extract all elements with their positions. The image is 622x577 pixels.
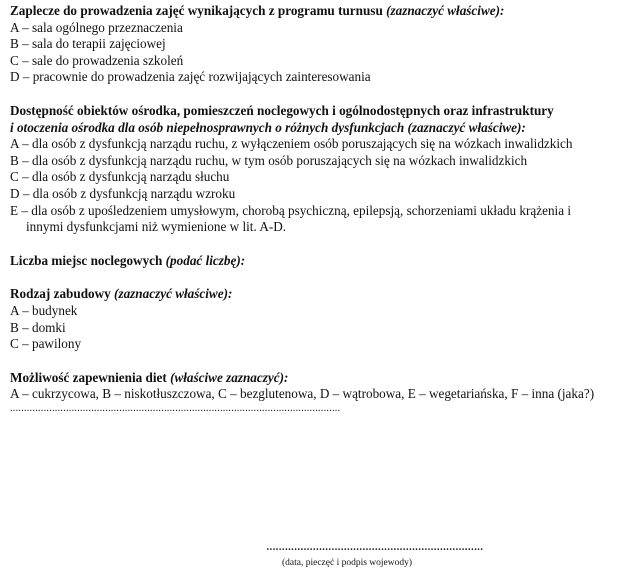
diets-heading-note: (właściwe zaznaczyć): <box>170 369 289 385</box>
beds-heading <box>10 253 612 270</box>
accessibility-option-e-line2: innymi dysfunkcjami niż wymienione w lit. A-D. <box>26 219 287 235</box>
section-beds <box>10 253 612 270</box>
buildings-option-c[interactable]: C – pawilony <box>10 336 82 352</box>
section-accessibility <box>10 103 612 236</box>
signature-line[interactable]: ...................................................................... <box>266 542 484 553</box>
accessibility-option-d[interactable]: D – dla osób z dysfunkcją narządu wzroku <box>10 185 236 201</box>
diets-heading-text: Możliwość zapewnienia diet <box>10 369 167 385</box>
accessibility-option-c[interactable]: C – dla osób z dysfunkcją narządu słuchu <box>10 169 230 185</box>
beds-heading-text: Liczba miejsc noclegowych <box>10 252 163 268</box>
accessibility-heading-line2: i otoczenia ośrodka dla osób niepełnosprawnych o różnych dysfunkcjach <box>10 119 405 135</box>
signature-block <box>250 543 500 569</box>
accessibility-option-b[interactable]: B – dla osób z dysfunkcją narządu ruchu, w tym osób poruszających się na wózkach inwalidzkich <box>10 152 528 168</box>
accessibility-heading-note: (zaznaczyć właściwe): <box>407 119 526 135</box>
spacer <box>10 236 612 253</box>
signature-caption: (data, pieczęć i podpis wojewody) <box>282 558 413 568</box>
section-facilities <box>10 3 612 86</box>
accessibility-option-e-line1: E – dla osób z upośledzeniem umysłowym, chorobą psychiczną, epilepsją, schorzeniami układu krążenia i <box>10 202 572 218</box>
accessibility-heading-line1: Dostępność obiektów ośrodka, pomieszczeń noclegowych i ogólnodostępnych oraz infrastruktury <box>10 102 554 118</box>
diets-heading <box>10 370 612 387</box>
buildings-heading-text: Rodzaj zabudowy <box>10 286 111 302</box>
facilities-option-b[interactable]: B – sala do terapii zajęciowej <box>10 36 166 52</box>
buildings-heading-note: (zaznaczyć właściwe): <box>114 286 233 302</box>
facilities-heading-text: Zaplecze do prowadzenia zajęć wynikających z programu turnusu <box>10 3 383 18</box>
facilities-heading <box>10 3 612 20</box>
spacer <box>10 269 612 286</box>
diets-other-field[interactable]: ...................................................................................................................... <box>10 402 341 414</box>
spacer <box>10 86 612 103</box>
buildings-option-b[interactable]: B – domki <box>10 319 66 335</box>
accessibility-option-e[interactable] <box>10 203 612 236</box>
facilities-option-c[interactable]: C – sale do prowadzenia szkoleń <box>10 52 184 68</box>
accessibility-option-a[interactable]: A – dla osób z dysfunkcją narządu ruchu, z wyłączeniem osób poruszających się na wózkach inwalidzkich <box>10 136 573 152</box>
diets-options[interactable]: A – cukrzycowa, B – niskotłuszczowa, C – bezglutenowa, D – wątrobowa, E – wegetariańska, F – inna (jaka?) <box>10 386 595 402</box>
buildings-heading <box>10 286 612 303</box>
facilities-heading-note: (zaznaczyć właściwe): <box>386 3 505 18</box>
beds-heading-note: (podać liczbę): <box>165 252 246 268</box>
spacer <box>10 353 612 370</box>
section-diets <box>10 370 612 415</box>
facilities-option-d[interactable]: D – pracownie do prowadzenia zajęć rozwijających zainteresowania <box>10 69 371 85</box>
section-buildings <box>10 286 612 352</box>
facilities-option-a[interactable]: A – sala ogólnego przeznaczenia <box>10 19 183 35</box>
buildings-option-a[interactable]: A – budynek <box>10 302 78 318</box>
accessibility-heading <box>10 103 612 136</box>
